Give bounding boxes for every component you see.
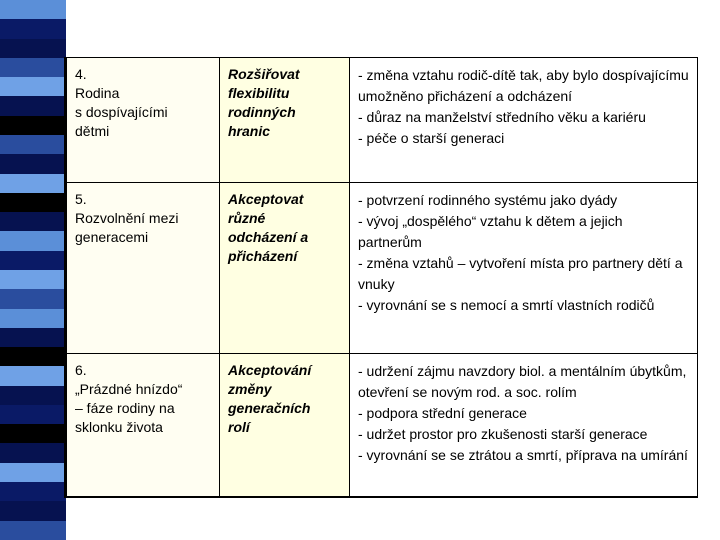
stage-line: 5. (75, 191, 87, 207)
goals-cell (350, 183, 698, 354)
task-line: Akceptovat (228, 191, 304, 207)
stage-line: generacemi (75, 229, 149, 245)
stage-line: 4. (75, 66, 87, 82)
goal-item: - udržet prostor pro zkušenosti starší generace (358, 426, 648, 442)
task-line: různé (228, 210, 266, 226)
stage-line: Rodina (75, 85, 120, 101)
task-line: změny (228, 381, 272, 397)
goal-item: - důraz na manželství středního věku a kariéru (358, 109, 646, 125)
task-cell (220, 354, 350, 498)
task-line: hranic (228, 123, 271, 139)
goal-item: - vývoj „dospělého“ vztahu k dětem a jejich partnerům (358, 213, 623, 250)
goal-item: - potvrzení rodinného systému jako dyády (358, 192, 618, 208)
family-stages-table (64, 57, 698, 498)
task-line: Akceptování (228, 362, 312, 378)
table-row (66, 354, 698, 498)
goals-cell (350, 58, 698, 183)
task-line: generačních (228, 400, 311, 416)
goals-cell (350, 354, 698, 498)
stage-line: – fáze rodiny na (75, 400, 175, 416)
stage-cell (66, 354, 220, 498)
task-line: Rozšiřovat (228, 66, 300, 82)
task-line: rolí (228, 419, 250, 435)
goal-item: - změna vztahů – vytvoření místa pro partnery dětí a vnuky (358, 255, 683, 292)
goal-item: - vyrovnání se s nemocí a smrtí vlastních rodičů (358, 297, 655, 313)
goal-item: - udržení zájmu navzdory biol. a mentálním úbytkům, otevření se novým rod. a soc. rolím (358, 363, 687, 400)
task-line: odcházení a (228, 229, 309, 245)
stage-line: sklonku života (75, 419, 163, 435)
goal-item: - vyrovnání se se ztrátou a smrtí, příprava na umírání (358, 447, 688, 463)
goal-item: - podpora střední generace (358, 405, 527, 421)
table-row (66, 58, 698, 183)
stage-cell (66, 58, 220, 183)
goal-item: - péče o starší generaci (358, 130, 505, 146)
stage-line: Rozvolnění mezi (75, 210, 179, 226)
table-row (66, 183, 698, 354)
task-line: přicházení (228, 248, 298, 264)
stage-line: dětmi (75, 123, 110, 139)
stage-cell (66, 183, 220, 354)
stage-line: „Prázdné hnízdo“ (75, 381, 183, 397)
stage-line: 6. (75, 362, 87, 378)
goal-item: - změna vztahu rodič-dítě tak, aby bylo dospívajícímu umožněno přicházení a odcházení (358, 67, 689, 104)
stage-line: s dospívajícími (75, 104, 168, 120)
task-cell (220, 183, 350, 354)
task-line: flexibilitu (228, 85, 290, 101)
task-cell (220, 58, 350, 183)
task-line: rodinných (228, 104, 296, 120)
decorative-color-stripe (0, 0, 66, 540)
